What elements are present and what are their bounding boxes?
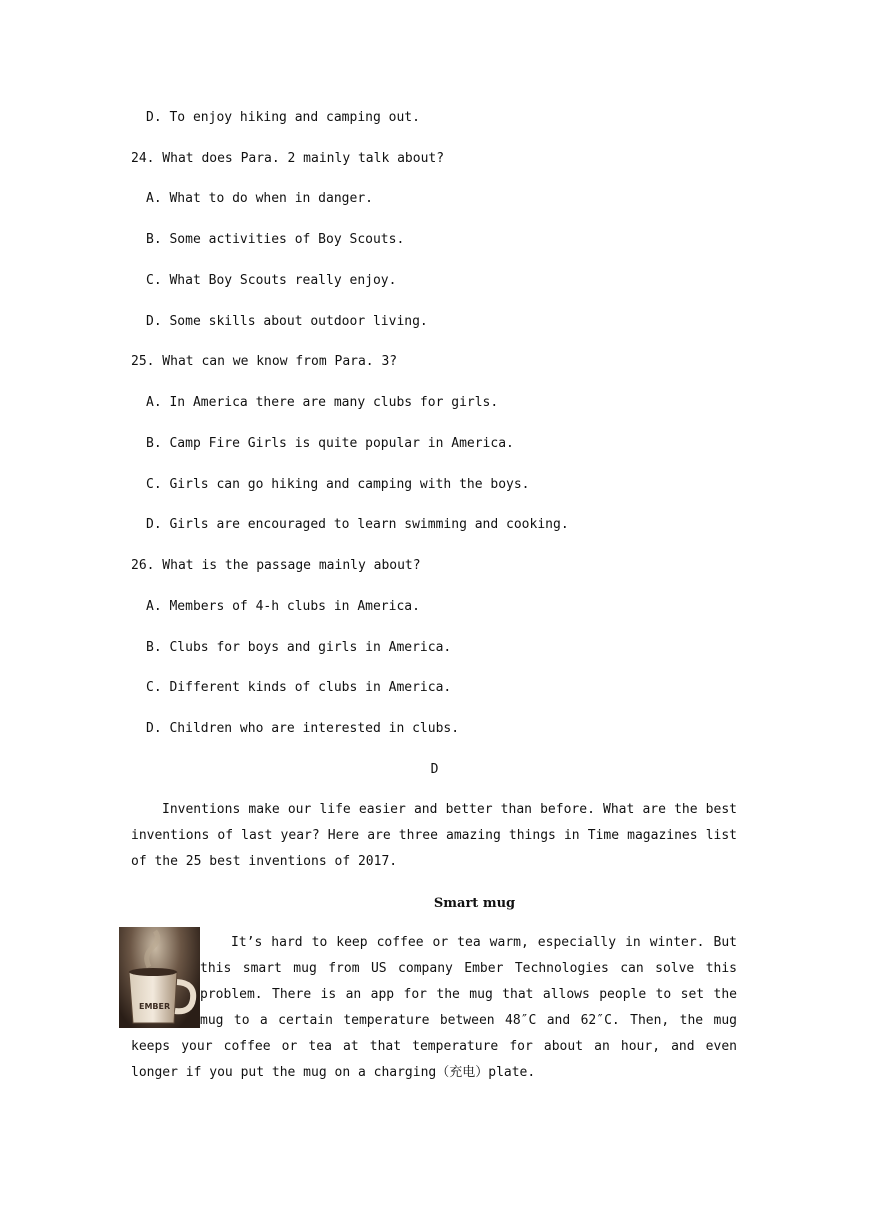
smart-mug-text: It’s hard to keep coffee or tea warm, especially in winter. But this smart mug from US company Ember Technologies can solve this problem. There is an app for the mug that allows people to set the mug to a certain temperature between 48″C and 62″C. Then, the mug keeps your coffee or tea at that temperature for about an hour, and even longer if you put the mug on a charging（充电）plate. <box>131 935 737 1080</box>
mug-brand-text: EMBER <box>139 1002 171 1011</box>
q26-option-a: A. Members of 4-h clubs in America. <box>146 599 420 614</box>
q26-stem: 26. What is the passage mainly about? <box>131 558 421 573</box>
q26-option-b: B. Clubs for boys and girls in America. <box>146 640 452 655</box>
intro-text: Inventions make our life easier and better than before. What are the best inventions of last year? Here are three amazing things in Time magazines list of the 25 best inventions of 2017. <box>131 802 737 869</box>
q25-option-c: C. Girls can go hiking and camping with the boys. <box>146 477 530 492</box>
q25-stem: 25. What can we know from Para. 3? <box>131 354 398 369</box>
q24-option-c: C. What Boy Scouts really enjoy. <box>146 273 397 288</box>
intro-paragraph <box>131 797 737 875</box>
smart-mug-title: Smart mug <box>433 896 516 911</box>
q26-option-c: C. Different kinds of clubs in America. <box>146 680 452 695</box>
q24-option-b: B. Some activities of Boy Scouts. <box>146 232 405 247</box>
q24-option-d: D. Some skills about outdoor living. <box>146 314 428 329</box>
q25-option-b: B. Camp Fire Girls is quite popular in America. <box>146 436 514 451</box>
q23-option-d: D. To enjoy hiking and camping out. <box>146 110 420 125</box>
smart-mug-paragraph <box>131 930 737 1086</box>
image-spacer <box>119 930 200 1026</box>
q24-stem: 24. What does Para. 2 mainly talk about? <box>131 151 445 166</box>
q26-option-d: D. Children who are interested in clubs. <box>146 721 460 736</box>
q24-option-a: A. What to do when in danger. <box>146 191 373 206</box>
q25-option-a: A. In America there are many clubs for girls. <box>146 395 499 410</box>
q25-option-d: D. Girls are encouraged to learn swimming and cooking. <box>146 517 569 532</box>
section-letter: D <box>430 762 439 777</box>
